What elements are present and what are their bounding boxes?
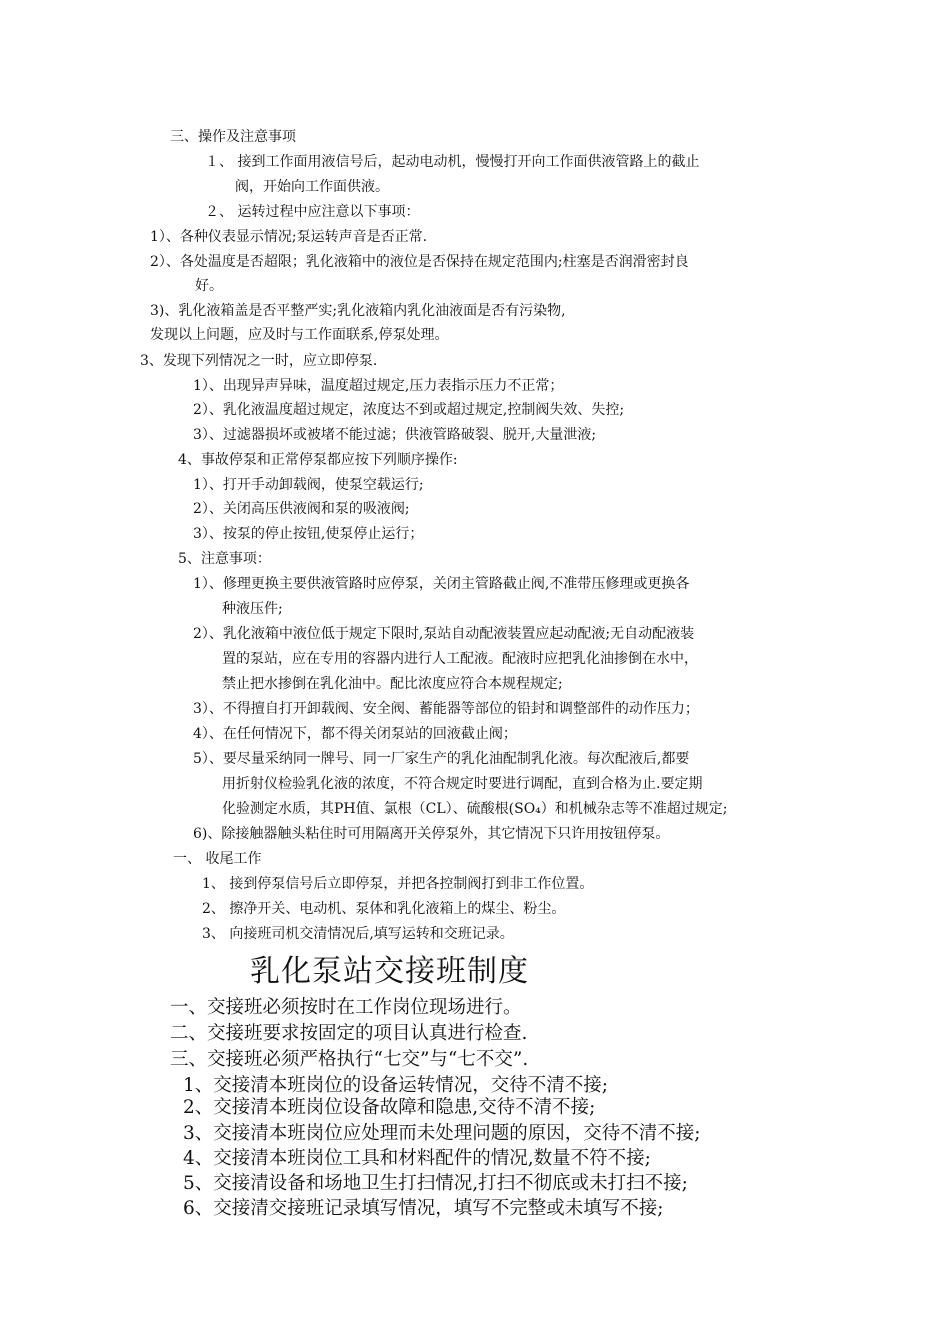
note-5-line1: 5）、要尽量采纳同一牌号、同一厂家生产的乳化油配制乳化液。每次配液后,都要 [193,751,690,767]
operation-item2-line2: 好。 [195,278,223,294]
stop-sequence-1: 1）、打开手动卸载阀，使泵空载运行; [193,477,424,493]
handover-point-2: 二、交接班要求按固定的项目认真进行检查. [170,1023,528,1044]
operation-heading: 三、操作及注意事项 [170,129,296,145]
handover-rule-1: 1、交接清本班岗位的设备运转情况，交待不清不接; [183,1075,609,1096]
operation-item3-note: 发现以上问题，应及时与工作面联系,停泵处理。 [150,327,449,343]
handover-rule-5: 5、交接清设备和场地卫生打扫情况,打扫不彻底或未打扫不接; [183,1173,688,1194]
handover-point-1: 一、交接班必须按时在工作岗位现场进行。 [170,997,522,1018]
closing-work-2: 2、 擦净开关、电动机、泵体和乳化液箱上的煤尘、粉尘。 [202,901,566,917]
note-6: 6)、除接触器触头粘住时可用隔离开关停泵外，其它情况下只许用按钮停泵。 [193,826,670,842]
operation-step1-line1: １、 接到工作面用液信号后，起动电动机，慢慢打开向工作面供液管路上的截止 [205,154,700,170]
note-4: 4）、在任何情况下，都不得关闭泵站的回液截止阀； [193,726,517,742]
note-1-line1: 1）、修理更换主要供液管路时应停泵，关闭主管路截止阀,不准带压修理或更换各 [193,576,690,592]
handover-rule-2: 2、交接清本班岗位设备故障和隐患,交待不清不接; [183,1097,596,1118]
note-1-line2: 种液压件; [222,601,283,617]
note-3: 3）、不得擅自打开卸载阀、安全阀、蓄能器等部位的铅封和调整部件的动作压力； [193,701,699,717]
handover-rule-3: 3、交接清本班岗位应处理而未处理问题的原因，交待不清不接; [183,1123,701,1144]
stop-sequence-heading: 4、事故停泵和正常停泵都应按下列顺序操作: [178,452,458,468]
handover-rule-4: 4、交接清本班岗位工具和材料配件的情况,数量不符不接; [183,1148,651,1169]
operation-item1: 1）、各种仪表显示情况;泵运转声音是否正常. [150,229,428,245]
note-2-line2: 置的泵站，应在专用的容器内进行人工配液。配液时应把乳化油掺倒在水中， [222,651,698,667]
stop-sequence-2: 2）、关闭高压供液阀和泵的吸液阀; [193,501,410,517]
stop-condition-1: 1）、出现异声异味，温度超过规定,压力表指示压力不正常； [193,378,564,394]
closing-work-3: 3、 向接班司机交清情况后,填写运转和交班记录。 [202,926,514,942]
note-5-line3: 化验测定水质，其PH值、氯根（CL）、硫酸根(SO₄）和机械杂志等不准超过规定; [222,801,728,817]
note-2-line3: 禁止把水掺倒在乳化油中。配比浓度应符合本规程规定; [222,676,563,692]
operation-item2-line1: 2）、各处温度是否超限；乳化液箱中的液位是否保持在规定范围内;柱塞是否润滑密封良 [150,254,689,270]
closing-heading: 一、 收尾工作 [173,851,262,867]
operation-step1-line2: 阀，开始向工作面供液。 [235,179,389,195]
stop-conditions-heading: 3、发现下列情况之一时，应立即停泵. [140,353,378,369]
operation-step2: ２、 运转过程中应注意以下事项： [205,204,420,220]
closing-work-1: 1、 接到停泵信号后立即停泵，并把各控制阀打到非工作位置。 [202,876,594,892]
handover-title: 乳化泵站交接班制度 [250,954,529,989]
handover-rule-6: 6、交接清交接班记录填写情况，填写不完整或未填写不接; [183,1198,664,1219]
notes-heading: 5、注意事项： [178,551,271,567]
note-5-line2: 用折射仪检验乳化液的浓度，不符合规定时要进行调配，直到合格为止.要定期 [222,776,703,792]
stop-condition-3: 3）、过滤器损坏或被堵不能过滤；供液管路破裂、脱开,大量泄液; [193,427,597,443]
stop-condition-2: 2）、乳化液温度超过规定，浓度达不到或超过规定,控制阀失效、失控; [193,402,625,418]
operation-item3: 3)、乳化液箱盖是否平整严实;乳化液箱内乳化油液面是否有污染物, [150,303,566,319]
note-2-line1: 2）、乳化液箱中液位低于规定下限时,泵站自动配液装置应起动配液;无自动配液装 [193,626,695,642]
handover-point-3: 三、交接班必须严格执行“七交”与“七不交”. [170,1049,529,1070]
stop-sequence-3: 3）、按泵的停止按钮,使泵停止运行； [193,526,424,542]
